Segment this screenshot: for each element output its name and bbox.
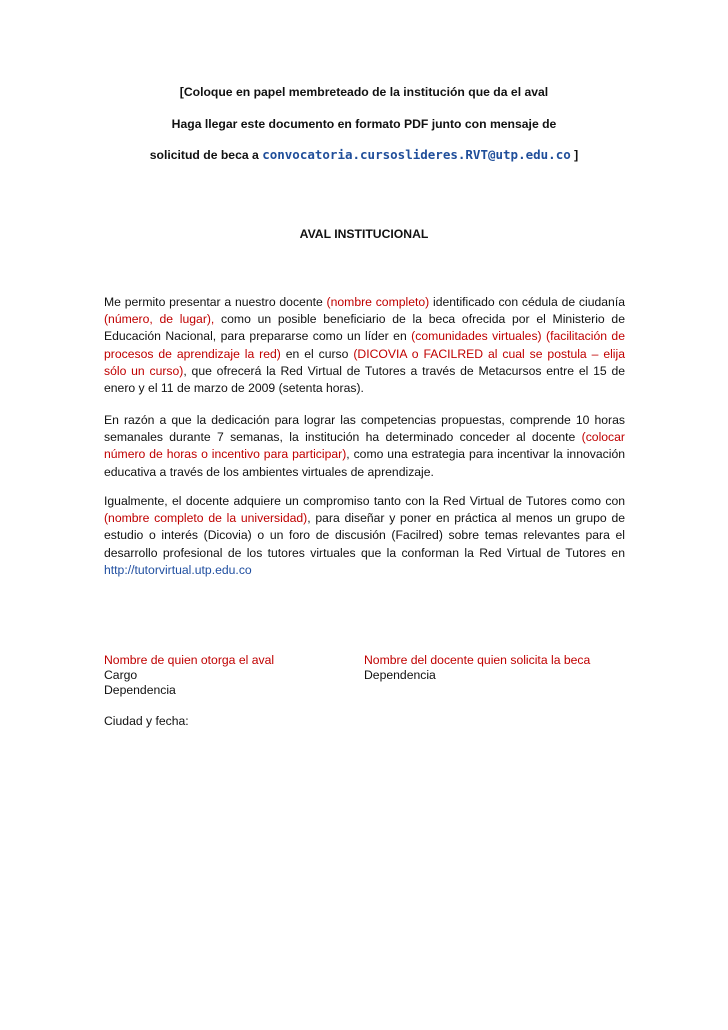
paragraph-1 <box>104 294 625 397</box>
paragraph-3 <box>104 493 625 579</box>
p1-text-1: Me permito presentar a nuestro docente <box>104 295 327 309</box>
p3-text-2: , para diseñar y poner en práctica al menos un grupo de estudio o interés (Dicovia) o un foro de discusión (Facilred) sobre temas relevantes para el desarrollo profesional de los tutores virtuales que la conforman la Red Virtual de Tutores en <box>104 511 625 560</box>
signature-left-name: Nombre de quien otorga el aval <box>104 653 275 667</box>
p1-text-2: identificado con cédula de ciudanía <box>429 295 625 309</box>
header-line-2: Haga llegar este documento en formato PDF junto con mensaje de <box>171 117 557 131</box>
p1-placeholder-name: (nombre completo) <box>326 295 430 309</box>
p1-placeholder-role: (comunidades virtuales) (facilitación de procesos de aprendizaje la red) <box>104 329 625 361</box>
p3-text-1: Igualmente, el docente adquiere un compromiso tanto con la Red Virtual de Tutores como con <box>104 494 625 508</box>
header-line-3-prefix: solicitud de beca a <box>149 148 259 162</box>
document-title: AVAL INSTITUCIONAL <box>299 227 429 241</box>
signature-left-dependencia: Dependencia <box>104 683 176 697</box>
p2-text-1: En razón a que la dedicación para lograr las competencias propuestas, comprende 10 horas semanales durante 7 semanas, la institución ha determinado conceder al docente <box>104 413 625 445</box>
signature-left-cargo: Cargo <box>104 668 138 682</box>
email-link[interactable]: convocatoria.cursoslideres.RVT@utp.edu.co <box>262 147 571 162</box>
header-line-3-suffix: ] <box>574 148 579 162</box>
p3-placeholder-university: (nombre completo de la universidad) <box>104 511 308 526</box>
p1-text-3: como un posible beneficiario de la beca ofrecida por el Ministerio de Educación Nacional, para prepararse como un líder en <box>104 312 625 344</box>
p1-placeholder-id: (número, de lugar), <box>104 312 215 327</box>
tutorvirtual-link[interactable]: http://tutorvirtual.utp.edu.co <box>104 562 252 577</box>
city-date-label: Ciudad y fecha: <box>104 714 189 728</box>
header-line-3 <box>104 147 624 163</box>
p1-text-4: en el curso <box>280 346 354 361</box>
p2-placeholder-hours: (colocar número de horas o incentivo para participar) <box>104 430 625 462</box>
p1-placeholder-course: (DICOVIA o FACILRED al cual se postula – elija sólo un curso) <box>104 346 625 378</box>
p1-text-5: , que ofrecerá la Red Virtual de Tutores a través de Metacursos entre el 15 de enero y el 11 de marzo de 2009 (setenta horas). <box>104 363 626 396</box>
signature-right-dependencia: Dependencia <box>364 668 436 682</box>
signature-right-name: Nombre del docente quien solicita la beca <box>364 653 591 667</box>
p2-text-2: , como una estrategia para incentivar la innovación educativa a través de los ambientes virtuales de aprendizaje. <box>104 447 625 479</box>
header-line-1: [Coloque en papel membreteado de la institución que da el aval <box>179 85 549 99</box>
paragraph-2 <box>104 412 625 481</box>
